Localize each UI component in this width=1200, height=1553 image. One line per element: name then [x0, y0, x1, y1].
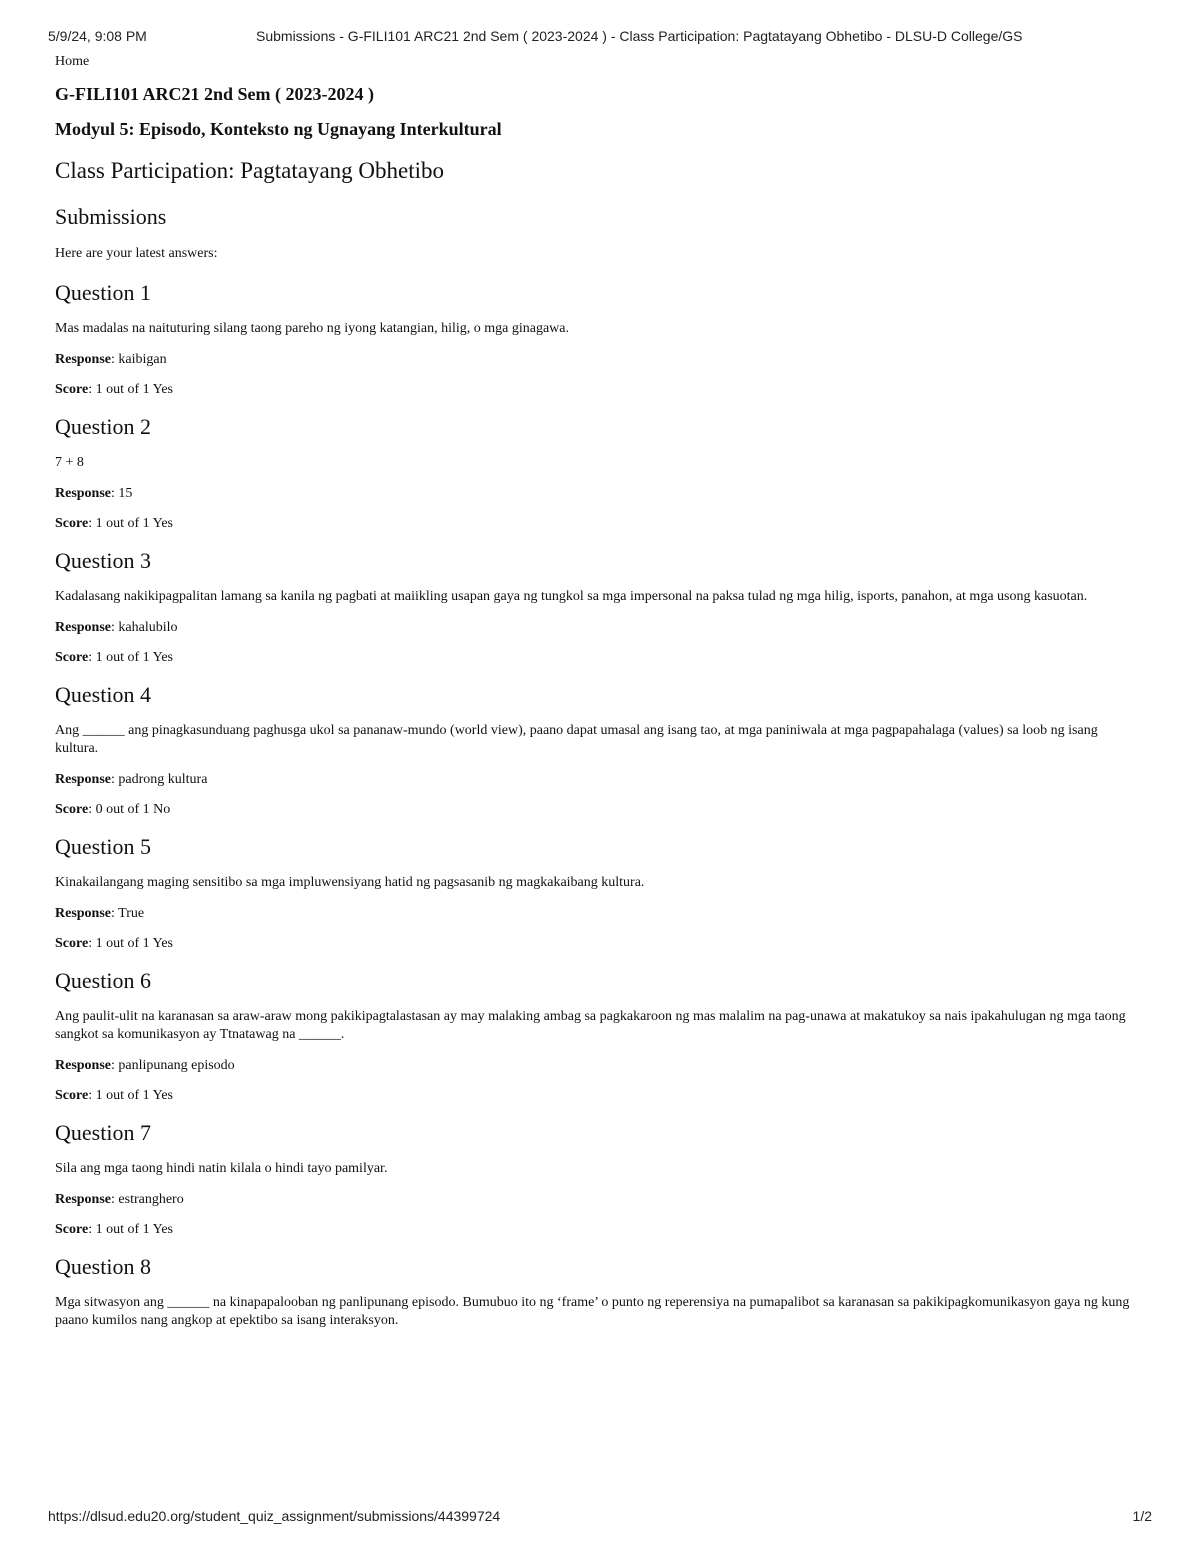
- question-title: Question 6: [55, 968, 151, 993]
- question-block: [55, 1120, 1135, 1238]
- score-value: 1 out of 1 Yes: [95, 1088, 173, 1103]
- question-text: Kadalasang nakikipagpalitan lamang sa kanila ng pagbati at maiikling usapan gaya ng tungkol sa mga impersonal na paksa tulad ng mga hilig, isports, panahon, at mga usong kasuotan.: [55, 589, 1088, 604]
- response-label: Response: [55, 486, 112, 501]
- score-value: 1 out of 1 Yes: [95, 1222, 173, 1237]
- response-line: Response: padrong kultura: [55, 772, 208, 787]
- response-line: Response: panlipunang episodo: [55, 1058, 235, 1073]
- response-value: estranghero: [118, 1192, 184, 1207]
- response-value: 15: [118, 486, 133, 501]
- score-label: Score: [55, 516, 89, 531]
- question-title: Question 8: [55, 1254, 151, 1279]
- submissions-heading: Submissions: [55, 204, 167, 229]
- response-value: panlipunang episodo: [118, 1058, 235, 1073]
- response-label: Response: [55, 620, 112, 635]
- question-text: Ang paulit-ulit na karanasan sa araw-araw mong pakikipagtalastasan ay may malaking ambag sa pagkakaroon ng mas malalim na pag-unawa at makatukoy sa nais ipakahulugan ng mga taong sangkot sa komunikasyon ay Ttnatawag na ______.: [55, 1009, 1126, 1042]
- response-value: True: [118, 906, 145, 921]
- score-label: Score: [55, 650, 89, 665]
- question-text: Sila ang mga taong hindi natin kilala o hindi tayo pamilyar.: [55, 1161, 388, 1176]
- score-line: Score: 1 out of 1 Yes: [55, 650, 173, 665]
- response-label: Response: [55, 1192, 112, 1207]
- question-text: 7 + 8: [55, 455, 84, 470]
- response-label: Response: [55, 772, 112, 787]
- score-value: 1 out of 1 Yes: [95, 936, 173, 951]
- response-line: Response: True: [55, 906, 145, 921]
- score-label: Score: [55, 936, 89, 951]
- response-line: Response: 15: [55, 486, 133, 501]
- score-line: Score: 1 out of 1 Yes: [55, 1222, 173, 1237]
- response-label: Response: [55, 906, 112, 921]
- question-block: [55, 834, 1135, 952]
- print-date: 5/9/24, 9:08 PM: [48, 28, 147, 44]
- response-value: kahalubilo: [118, 620, 178, 635]
- score-line: Score: 1 out of 1 Yes: [55, 936, 173, 951]
- score-line: Score: 1 out of 1 Yes: [55, 1088, 173, 1103]
- question-title: Question 2: [55, 414, 151, 439]
- score-line: Score: 1 out of 1 Yes: [55, 516, 173, 531]
- module-title: Modyul 5: Episodo, Konteksto ng Ugnayang Interkultural: [55, 119, 502, 139]
- response-value: padrong kultura: [118, 772, 208, 787]
- question-title: Question 3: [55, 548, 151, 573]
- question-text: Mga sitwasyon ang ______ na kinapapalooban ng panlipunang episodo. Bumubuo ito ng ‘frame’ o punto ng reperensiya na pumapalibot sa karanasan sa pakikipagkomunikasyon gaya ng kung paano kumilos nang angkop at epektibo sa isang interaksyon.: [55, 1295, 1130, 1328]
- main-content: [55, 54, 1135, 1344]
- response-value: kaibigan: [118, 352, 167, 367]
- question-block: [55, 548, 1135, 666]
- question-block: [55, 968, 1135, 1104]
- print-page-title: Submissions - G-FILI101 ARC21 2nd Sem ( 2023-2024 ) - Class Participation: Pagtatayang Obhetibo - DLSU-D College/GS: [256, 28, 1023, 44]
- question-title: Question 4: [55, 682, 151, 707]
- assignment-title: Class Participation: Pagtatayang Obhetibo: [55, 158, 445, 183]
- score-line: Score: 1 out of 1 Yes: [55, 382, 173, 397]
- score-value: 1 out of 1 Yes: [95, 650, 173, 665]
- course-title: G-FILI101 ARC21 2nd Sem ( 2023-2024 ): [55, 84, 375, 104]
- question-text: Kinakailangang maging sensitibo sa mga impluwensiyang hatid ng pagsasanib ng magkakaibang kultura.: [55, 875, 645, 890]
- question-title: Question 5: [55, 834, 151, 859]
- score-value: 1 out of 1 Yes: [95, 382, 173, 397]
- intro-text: Here are your latest answers:: [55, 246, 218, 261]
- print-url: https://dlsud.edu20.org/student_quiz_assignment/submissions/44399724: [48, 1508, 501, 1524]
- question-text: Mas madalas na naituturing silang taong pareho ng iyong katangian, hilig, o mga ginagawa.: [55, 321, 569, 336]
- score-label: Score: [55, 802, 89, 817]
- score-value: 1 out of 1 Yes: [95, 516, 173, 531]
- score-value: 0 out of 1 No: [95, 802, 171, 817]
- response-label: Response: [55, 1058, 112, 1073]
- question-title: Question 1: [55, 280, 151, 305]
- response-line: Response: estranghero: [55, 1192, 184, 1207]
- score-label: Score: [55, 1088, 89, 1103]
- question-block: [55, 414, 1135, 532]
- question-block: [55, 280, 1135, 398]
- response-label: Response: [55, 352, 112, 367]
- question-text: Ang ______ ang pinagkasunduang paghusga ukol sa pananaw-mundo (world view), paano dapat umasal ang isang tao, at mga paniniwala at mga pagpapahalaga (values) sa loob ng isang kultura.: [55, 723, 1098, 756]
- question-block: [55, 1254, 1135, 1330]
- score-line: Score: 0 out of 1 No: [55, 802, 171, 817]
- score-label: Score: [55, 382, 89, 397]
- score-label: Score: [55, 1222, 89, 1237]
- home-link[interactable]: Home: [55, 54, 90, 69]
- response-line: Response: kaibigan: [55, 352, 167, 367]
- question-title: Question 7: [55, 1120, 151, 1145]
- response-line: Response: kahalubilo: [55, 620, 178, 635]
- page-number: 1/2: [1132, 1508, 1152, 1524]
- question-block: [55, 682, 1135, 818]
